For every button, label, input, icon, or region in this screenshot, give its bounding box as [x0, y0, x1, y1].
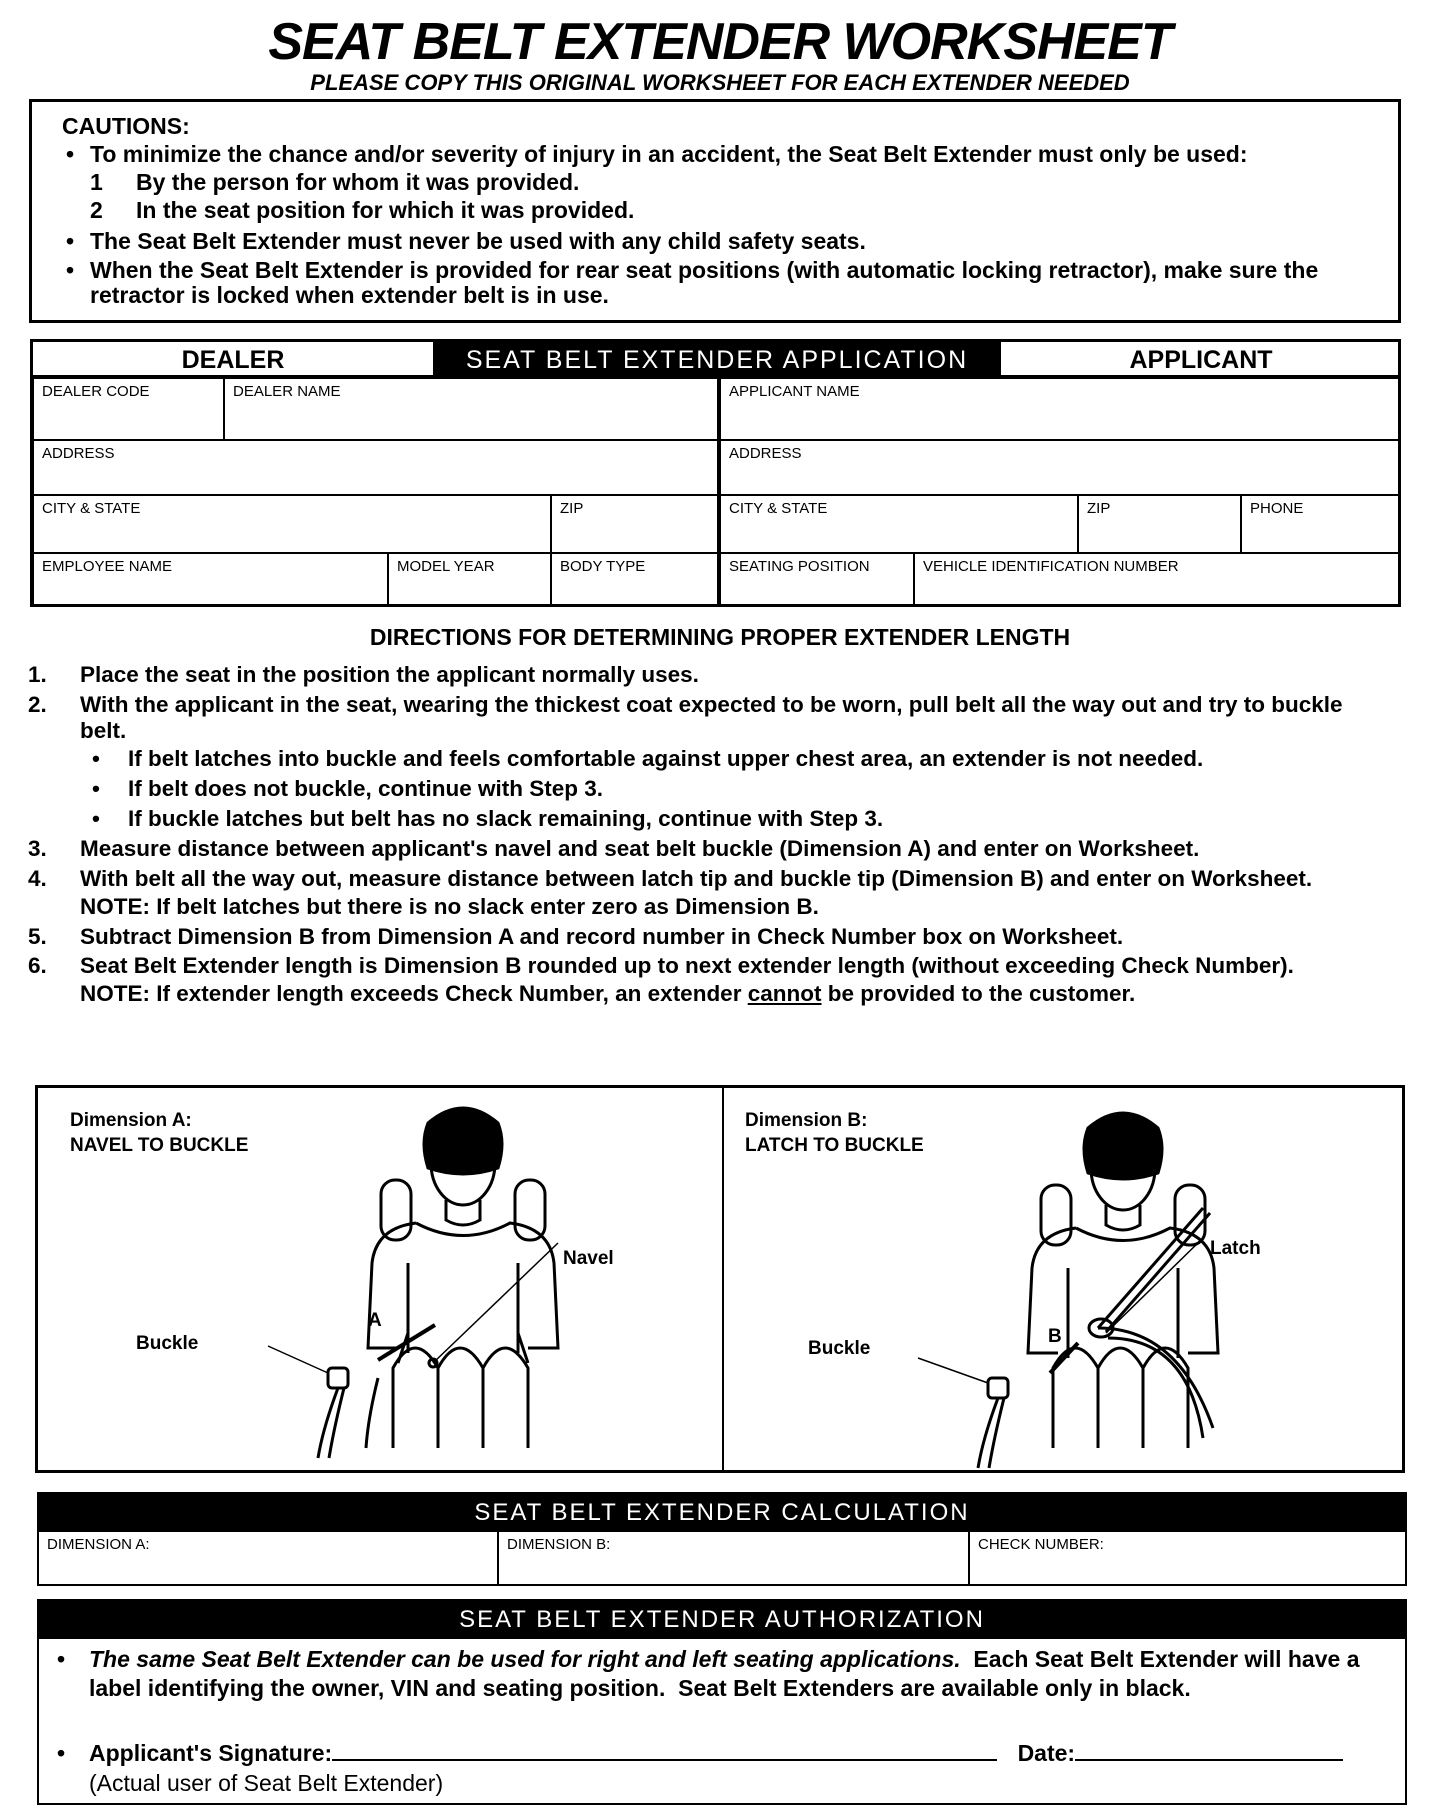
item-number: 2: [90, 197, 103, 223]
applicant-city-state-field[interactable]: CITY & STATE: [718, 495, 1078, 553]
illustrations-box: [35, 1085, 1405, 1473]
dealer-city-state-field[interactable]: CITY & STATE: [33, 495, 551, 553]
caution-bullet: • The Seat Belt Extender must never be used with any child safety seats.: [62, 227, 1368, 255]
dealer-address-field[interactable]: ADDRESS: [33, 440, 718, 495]
seated-person-illustrations: [38, 1088, 1404, 1472]
calculation-section: [37, 1492, 1407, 1586]
step-number: 2.: [28, 692, 47, 717]
latch-label: Latch: [1210, 1238, 1261, 1259]
step-number: 6.: [28, 953, 47, 978]
application-form: [30, 339, 1401, 607]
applicant-zip-field[interactable]: ZIP: [1078, 495, 1241, 553]
authorization-text: Each Seat Belt Extender will have a label identifying the owner, VIN and seating position. Seat Belt Extenders are available only in black.: [89, 1646, 1366, 1701]
step-note: NOTE: If belt latches but there is no slack enter zero as Dimension B.: [80, 894, 819, 919]
step-number: 3.: [28, 836, 47, 861]
caution-numbered-item: [62, 168, 1368, 196]
authorization-section: [37, 1599, 1407, 1805]
signature-line[interactable]: [332, 1739, 997, 1761]
figure-b-person-icon: [918, 1113, 1218, 1468]
page-title: SEAT BELT EXTENDER WORKSHEET: [268, 13, 1172, 71]
step-note: [28, 979, 1428, 1009]
direction-step: [28, 660, 1428, 690]
step-bullet: • If belt latches into buckle and feels comfortable against upper chest area, an extender is not needed.: [28, 744, 1428, 774]
authorization-note: [53, 1645, 1395, 1703]
directions-heading: DIRECTIONS FOR DETERMINING PROPER EXTENDER LENGTH: [369, 624, 1071, 650]
cautions-box: [29, 99, 1401, 323]
step-text: Seat Belt Extender length is Dimension B rounded up to next extender length (without exceeding Check Number).: [80, 953, 1294, 978]
dealer-zip-field[interactable]: ZIP: [551, 495, 718, 553]
dealer-header: DEALER: [33, 342, 433, 378]
calculation-title: SEAT BELT EXTENDER CALCULATION: [39, 1494, 1405, 1532]
cautions-heading: CAUTIONS:: [62, 113, 190, 139]
date-line[interactable]: [1075, 1739, 1343, 1761]
step-number: 5.: [28, 924, 47, 949]
direction-step: [28, 866, 1368, 892]
dealer-name-field[interactable]: DEALER NAME: [224, 378, 718, 440]
buckle-label-a: Buckle: [136, 1333, 199, 1354]
direction-step: [28, 922, 1428, 952]
signature-note: (Actual user of Seat Belt Extender): [89, 1770, 444, 1796]
applicant-address-field[interactable]: ADDRESS: [718, 440, 1401, 495]
dealer-code-field[interactable]: DEALER CODE: [33, 378, 224, 440]
applicant-header: APPLICANT: [1001, 342, 1401, 378]
step-text: Measure distance between applicant's navel and seat belt buckle (Dimension A) and enter on Worksheet.: [80, 836, 1200, 861]
dimension-a-field[interactable]: DIMENSION A:: [39, 1532, 499, 1584]
applicant-name-field[interactable]: APPLICANT NAME: [718, 378, 1401, 440]
dimension-b-marker: B: [1048, 1326, 1062, 1347]
step-bullet: • If belt does not buckle, continue with Step 3.: [28, 774, 1428, 804]
step-text: Subtract Dimension B from Dimension A and record number in Check Number box on Worksheet.: [80, 924, 1124, 949]
figure-a-subtitle: NAVEL TO BUCKLE: [70, 1135, 249, 1156]
step-bullet: • If buckle latches but belt has no slack remaining, continue with Step 3.: [28, 804, 1428, 834]
application-title: SEAT BELT EXTENDER APPLICATION: [433, 342, 1001, 378]
note-emphasis: cannot: [747, 981, 822, 1006]
caution-bullet: • When the Seat Belt Extender is provided for rear seat positions (with automatic locking retractor), make sure the retractor is locked when extender belt is in use.: [62, 258, 1368, 308]
step-text: Place the seat in the position the applicant normally uses.: [80, 662, 699, 687]
note-text: NOTE: If extender length exceeds Check Number, an extender: [80, 981, 748, 1006]
item-text: In the seat position for which it was provided.: [136, 197, 635, 223]
item-text: By the person for whom it was provided.: [136, 169, 580, 195]
date-label: Date:: [1017, 1740, 1076, 1766]
note-text: be provided to the customer.: [821, 981, 1136, 1006]
figure-b-title: Dimension B:: [745, 1110, 868, 1131]
buckle-label-b: Buckle: [808, 1338, 871, 1359]
employee-name-field[interactable]: EMPLOYEE NAME: [33, 553, 388, 607]
authorization-italic-text: The same Seat Belt Extender can be used for right and left seating applications.: [89, 1646, 961, 1672]
navel-label: Navel: [563, 1248, 614, 1269]
direction-step: [28, 834, 1428, 864]
applicant-phone-field[interactable]: PHONE: [1241, 495, 1401, 553]
figure-a-title: Dimension A:: [70, 1110, 192, 1131]
dimension-a-marker: A: [368, 1310, 382, 1331]
directions-list: [28, 660, 1428, 1009]
body-type-field[interactable]: BODY TYPE: [551, 553, 718, 607]
page-subtitle: PLEASE COPY THIS ORIGINAL WORKSHEET FOR EACH EXTENDER NEEDED: [310, 70, 1130, 95]
model-year-field[interactable]: MODEL YEAR: [388, 553, 551, 607]
step-text: With belt all the way out, measure distance between latch tip and buckle tip (Dimension B) and enter on Worksheet.: [80, 866, 1313, 891]
figure-b-subtitle: LATCH TO BUCKLE: [745, 1135, 924, 1156]
authorization-title: SEAT BELT EXTENDER AUTHORIZATION: [39, 1601, 1405, 1639]
step-number: 4.: [28, 866, 47, 891]
direction-step: [28, 952, 1348, 979]
vin-field[interactable]: VEHICLE IDENTIFICATION NUMBER: [914, 553, 1401, 607]
caution-numbered-item: [62, 196, 1368, 224]
item-number: 1: [90, 169, 103, 195]
signature-label: Applicant's Signature:: [89, 1740, 333, 1766]
signature-row: [53, 1739, 1395, 1768]
seating-position-field[interactable]: SEATING POSITION: [718, 553, 914, 607]
direction-step: [28, 692, 1368, 744]
step-number: 1.: [28, 662, 47, 687]
figure-a-person-icon: [268, 1108, 558, 1458]
caution-intro: • To minimize the chance and/or severity of injury in an accident, the Seat Belt Extender must only be used:: [62, 140, 1368, 168]
dimension-b-field[interactable]: DIMENSION B:: [499, 1532, 970, 1584]
step-text: With the applicant in the seat, wearing the thickest coat expected to be worn, pull belt all the way out and try to buckle belt.: [80, 692, 1343, 743]
check-number-field[interactable]: CHECK NUMBER:: [978, 1536, 1104, 1553]
